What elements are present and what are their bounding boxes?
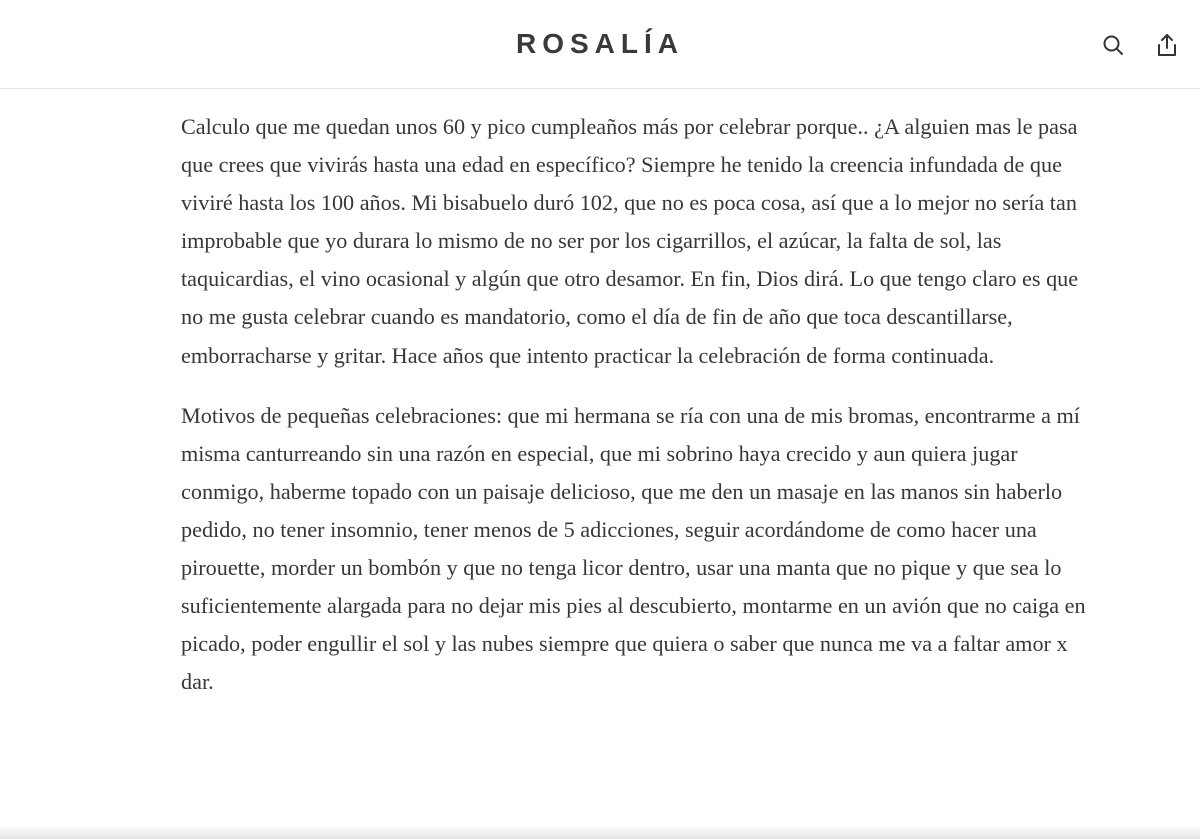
top-bar [0,0,1200,89]
share-icon [1155,32,1179,58]
article-paragraph: Calculo que me quedan unos 60 y pico cumpleaños más por celebrar porque.. ¿A alguien mas le pasa que crees que vivirás hasta una edad en específico? Siempre he tenido la creencia infundada de que viviré hasta los 100 años. Mi bisabuelo duró 102, que no es poca cosa, así que a lo mejor no sería tan improbable que yo durara lo mismo de no ser por los cigarrillos, el azúcar, la falta de sol, las taquicardias, el vino ocasional y algún que otro desamor. En fin, Dios dirá. Lo que tengo claro es que no me gusta celebrar cuando es mandatorio, como el día de fin de año que toca descantillarse, emborracharse y gritar. Hace años que intento practicar la celebración de forma continuada. [181,114,1079,368]
bottom-edge-shadow [0,825,1200,839]
search-button[interactable] [1098,30,1128,60]
search-icon [1101,33,1125,57]
site-title[interactable]: ROSALÍA [516,28,684,59]
share-button[interactable] [1152,30,1182,60]
article-body [181,108,1101,723]
article-paragraph: Motivos de pequeñas celebraciones: que mi hermana se ría con una de mis bromas, encontrarme a mí misma canturreando sin una razón en especial, que mi sobrino haya crecido y aun quiera jugar conmigo, haberme topado con un paisaje delicioso, que me den un masaje en las manos sin haberlo pedido, no tener insomnio, tener menos de 5 adicciones, seguir acordándome de como hacer una pirouette, morder un bombón y que no tenga licor dentro, usar una manta que no pique y que sea lo suficientemente alargada para no dejar mis pies al descubierto, montarme en un avión que no caiga en picado, poder engullir el sol y las nubes siempre que quiera o saber que nunca me va a faltar amor x dar. [181,402,1086,695]
